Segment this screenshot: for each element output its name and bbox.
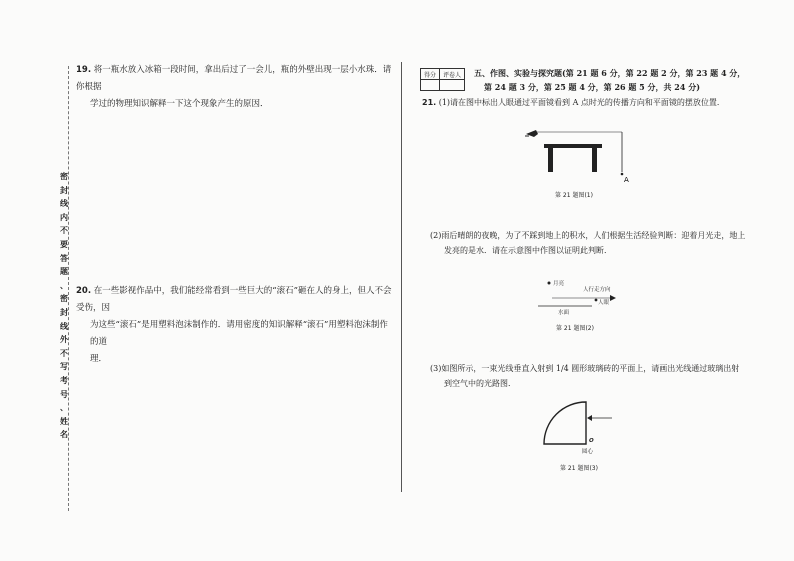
figure-caption: 第 21 题图(2) [556, 325, 594, 332]
point-a-label: A [624, 176, 629, 184]
fig3-o-label: O [589, 438, 594, 444]
column-divider [401, 62, 402, 492]
section-5-header: 五、作图、实验与探究题(第 21 题 6 分，第 22 题 2 分，第 23 题 4 分， 第 24 题 3 分，第 25 题 4 分，第 26 题 5 分，共 24 分) [474, 68, 746, 92]
grader-cell[interactable] [440, 80, 465, 91]
figure-caption: 第 21 题图(1) [555, 192, 593, 199]
figure-caption: 第 21 题图(3) [560, 465, 598, 472]
eye-point [595, 299, 598, 302]
fig2-water-label: 水面 [558, 310, 570, 316]
question-21-part-3: (3)如图所示，一束光线垂直入射到 1/4 圆形玻璃砖的平面上，请画出光线通过玻璃出射 到空气中的光路图． [430, 364, 740, 388]
score-label: 得分 [421, 69, 440, 80]
question-21-part-2: (2)雨后晴朗的夜晚，为了不踩到地上的积水，人们根据生活经验判断：迎着月光走，地上 发亮的是水．请在示意图中作图以证明此判断． [430, 231, 746, 255]
table-leg-left [548, 148, 553, 172]
figure-21-1 [524, 124, 634, 194]
moon-icon [548, 282, 551, 285]
fig3-center-label: 圆心 [582, 449, 594, 455]
eye-icon [525, 130, 538, 137]
table-leg-right [592, 148, 597, 172]
seal-line-notice: 密 封 线 内 不 要 答 题 、 密 封 线 外 不 写 考 号 、 姓 名 [60, 171, 68, 440]
question-text: 在一些影视作品中，我们能经常看到一些巨大的“滚石”砸在人的身上，但人不会受伤，因 [76, 286, 392, 313]
grader-label: 评卷人 [440, 69, 465, 80]
score-table [420, 68, 465, 91]
question-21-part-1: 21. (1)请在图中标出人眼通过平面镜看到 A 点时光的传播方向和平面镜的摆放位置． [422, 98, 725, 107]
quarter-circle-glass [544, 402, 586, 444]
question-text: 学过的物理知识解释一下这个现象产生的原因． [90, 99, 269, 109]
fig2-eye-label: 人眼 [598, 300, 610, 306]
question-text: 理． [90, 354, 108, 364]
point-a [621, 173, 624, 176]
table-top [544, 144, 602, 148]
fig2-direction-label: 人行走方向 [583, 287, 611, 293]
question-text: 将一瓶水放入冰箱一段时间，拿出后过了一会儿，瓶的外壁出现一层小水珠．请你根据 [76, 65, 392, 92]
question-19 [76, 62, 394, 113]
question-20 [76, 283, 394, 368]
ray-arrow-icon [587, 415, 592, 421]
arrow-icon [610, 295, 616, 301]
question-number: 20. [76, 286, 92, 296]
question-text: 为这些“滚石”是用塑料泡沫制作的．请用密度的知识解释“滚石”用塑料泡沫制作的道 [90, 320, 388, 347]
question-number: 19. [76, 65, 92, 75]
score-cell[interactable] [421, 80, 440, 91]
question-number: 21. [422, 98, 437, 107]
fig2-moon-label: 月亮 [553, 281, 565, 287]
